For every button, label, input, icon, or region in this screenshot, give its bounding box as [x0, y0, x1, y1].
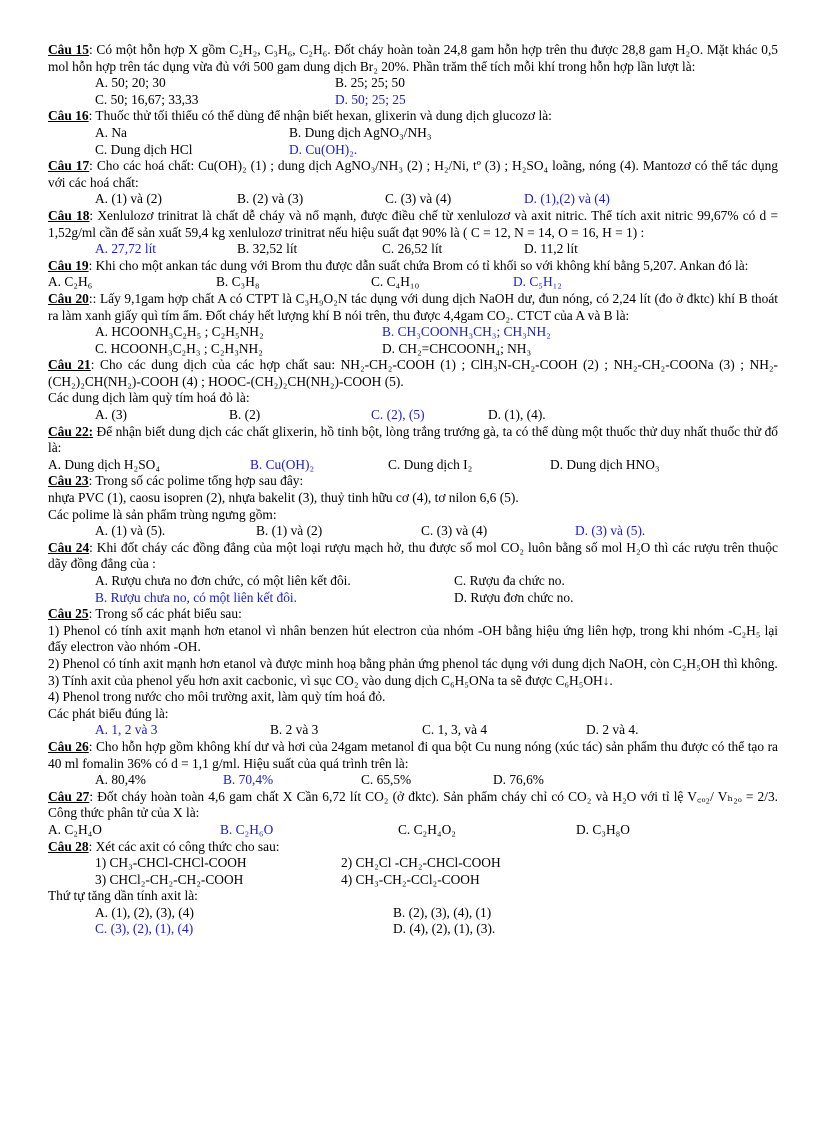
question-23 [48, 473, 778, 490]
q20-option-b: B. CH₃COONH₃CH₃; CH₃NH₂ [382, 324, 551, 340]
q17-option-d: D. (1),(2) và (4) [524, 191, 610, 207]
q17-option-a: A. (1) và (2) [95, 191, 162, 207]
question-21-number: Câu 21 [48, 357, 91, 373]
q22-option-b: B. Cu(OH)₂ [250, 456, 315, 472]
q28-formula-3: 3) CHCl₂-CH₂-CH₂-COOH [95, 871, 244, 887]
q28-option-b: B. (2), (3), (4), (1) [393, 904, 492, 920]
q28-formula-1: 1) CH₃-CHCl-CHCl-COOH [95, 855, 247, 871]
q25-statement-2: 2) Phenol có tính axit mạnh hơn etanol và được minh hoạ bằng phản ứng phenol tác dụng với dung dịch NaOH, còn C₂H₅OH thì không. [48, 655, 778, 671]
q21-option-d: D. (1), (4). [488, 407, 546, 423]
question-21-ask: Các dung dịch làm quỳ tím hoá đỏ là: [48, 390, 250, 406]
question-19-number: Câu 19 [48, 257, 89, 273]
q24-options-row-2 [48, 590, 778, 607]
q26-option-d: D. 76,6% [493, 772, 544, 788]
q22-option-c: C. Dung dịch I₂ [388, 456, 473, 472]
q25-option-c: C. 1, 3, và 4 [422, 722, 488, 738]
q19-options [48, 274, 778, 291]
question-26-text: : Cho hỗn hợp gồm không khí dư và hơi của 24gam metanol đi qua bột Cu nung nóng (xúc tác) sản phẩm thu được có thể tạo ra 40 ml fomalin 36% có d = 1,1 g/ml. Hiệu suất của quá trình trên là: [48, 738, 778, 771]
q16-option-c: C. Dung dịch HCl [95, 141, 193, 157]
q17-option-c: C. (3) và (4) [385, 191, 452, 207]
q24-option-a: A. Rượu chưa no đơn chức, có một liên kết đôi. [95, 573, 351, 588]
q27-option-b: B. C₂H₆O [220, 821, 274, 837]
q28-options-row-2 [48, 921, 778, 938]
question-23-ask: Các polime là sản phẩm trùng ngưng gồm: [48, 506, 277, 522]
q25-statement-3: 3) Tính axit của phenol yếu hơn axit cacbonic, vì sục CO₂ vào dung dịch C₆H₅ONa ta sẽ được C₆H₅OH↓. [48, 672, 613, 688]
q16-option-d: D. Cu(OH)₂. [289, 141, 358, 157]
question-15-number: Câu 15 [48, 42, 89, 57]
q24-options-row-1 [48, 573, 778, 590]
q19-option-b: B. C₃H₈ [216, 274, 260, 290]
question-28-ask: Thứ tự tăng dần tính axit là: [48, 888, 198, 904]
q25-option-d: D. 2 và 4. [586, 722, 639, 738]
question-25-text: : Trong số các phát biểu sau: [88, 606, 242, 622]
question-25-number: Câu 25 [48, 606, 89, 622]
question-25 [48, 606, 778, 623]
q26-option-c: C. 65,5% [361, 772, 412, 788]
question-19 [48, 258, 778, 275]
question-21 [48, 357, 778, 390]
q16-options-row-2 [48, 142, 778, 159]
q25-option-b: B. 2 và 3 [270, 722, 319, 738]
question-18-number: Câu 18 [48, 207, 90, 223]
q17-option-b: B. (2) và (3) [237, 191, 304, 207]
question-20 [48, 291, 778, 324]
q26-options [48, 772, 778, 789]
q21-option-a: A. (3) [95, 407, 127, 423]
q18-option-d: D. 11,2 lít [524, 241, 578, 257]
q27-option-c: C. C₂H₄O₂ [398, 821, 456, 837]
q16-option-a: A. Na [95, 124, 127, 140]
q20-option-c: C. HCOONH₃C₂H₃ ; C₂H₃NH₂ [95, 340, 263, 356]
q24-option-b: B. Rượu chưa no, có một liên kết đôi. [95, 589, 297, 605]
q18-options [48, 241, 778, 258]
question-16-text: : Thuốc thử tối thiểu có thể dùng để nhận biết hexan, glixerin và dung dịch glucozơ là: [88, 108, 552, 124]
q19-option-d: D. C₅H₁₂ [513, 274, 562, 290]
question-15-text: : Có một hỗn hợp X gồm C₂H₂, C₃H₆, C₂H₆. Đốt cháy hoàn toàn 24,8 gam hỗn hợp trên thu được 28,8 gam H₂O. Mặt khác 0,5 mol hỗn hợp trên tác dụng vừa đủ với 500 gam dung dịch Br₂ 20%. Phần trăm thể tích mỗi khí trong hỗn hợp lần lượt là: [48, 42, 778, 74]
q25-option-a: A. 1, 2 và 3 [95, 722, 158, 738]
q25-options [48, 722, 778, 739]
q28-formulas-row-2 [48, 872, 778, 889]
q23-option-c: C. (3) và (4) [421, 523, 488, 539]
q21-options [48, 407, 778, 424]
q25-statement-4: 4) Phenol trong nước cho môi trường axit, làm quỳ tím hoá đỏ. [48, 689, 386, 705]
q26-option-b: B. 70,4% [223, 772, 274, 788]
q28-formulas-row-1 [48, 855, 778, 872]
question-18-text: : Xenlulozơ trinitrat là chất dễ cháy và nổ mạnh, được điều chế từ xenlulozơ và axit nitric. Thể tích axit nitric 99,67% có d = 1,52g/ml cần để sản xuất 59,4 kg xenlulozơ trinitrat nếu hiệu suất đạt 90% là ( C = 12, N = 14, O = 16, H = 1) : [48, 207, 778, 240]
question-24 [48, 540, 778, 573]
question-19-text: : Khi cho một ankan tác dung với Brom thu được dẫn suất chứa Brom có tỉ khối so với không khí bằng 5,207. Ankan đó là: [88, 257, 749, 273]
question-23-list: nhựa PVC (1), caosu isopren (2), nhựa bakelit (3), thuỷ tinh hữu cơ (4), tơ nilon 6,6 (5). [48, 490, 519, 506]
question-27 [48, 789, 778, 822]
question-21-text: : Cho các dung dịch của các hợp chất sau: NH₂-CH₂-COOH (1) ; ClH₃N-CH₂-COOH (2) ; NH₂-CH₂-COONa (3) ; NH₂-(CH₂)₂CH(NH₂)-COOH (4) ; HOOC-(CH₂)₂CH(NH₂)-COOH (5). [48, 357, 778, 389]
q26-option-a: A. 80,4% [95, 772, 146, 788]
q22-options [48, 457, 778, 474]
question-15 [48, 42, 778, 75]
q18-option-a: A. 27,72 lít [95, 241, 157, 257]
q15-options-row-1 [48, 75, 778, 92]
q19-option-c: C. C₄H₁₀ [371, 274, 420, 290]
q20-options-row-1 [48, 324, 778, 341]
question-27-text: : Đốt cháy hoàn toàn 4,6 gam chất X Cần 6,72 lít CO₂ (ở đktc). Sản phẩm cháy chỉ có CO₂ và H₂O với tỉ lệ V꜀ₒ₂/ Vₕ₂ₒ = 2/3. Công thức phân tử của X là: [48, 788, 779, 821]
question-28-number: Câu 28 [48, 838, 89, 854]
q27-option-d: D. C₃H₈O [576, 821, 630, 837]
q27-options [48, 822, 778, 839]
q17-options [48, 191, 778, 208]
q22-option-d: D. Dung dịch HNO₃ [550, 456, 660, 472]
question-18 [48, 208, 778, 241]
q23-option-a: A. (1) và (5). [95, 523, 166, 539]
q23-option-b: B. (1) và (2) [256, 523, 323, 539]
q28-options-row-1 [48, 905, 778, 922]
question-17-number: Câu 17 [48, 158, 90, 174]
q15-option-b: B. 25; 25; 50 [335, 75, 405, 91]
question-17 [48, 158, 778, 191]
question-27-number: Câu 27 [48, 788, 90, 804]
q21-option-c: C. (2), (5) [371, 407, 425, 423]
q22-option-a: A. Dung dịch H₂SO₄ [48, 456, 160, 472]
question-24-text: : Khi đốt cháy các đồng đẳng của một loại rượu mạch hở, thu được số mol CO₂ luôn bằng số mol H₂O thì các rượu trên thuộc dãy đồng đẳng của : [48, 539, 778, 572]
question-25-ask: Các phát biểu đúng là: [48, 705, 169, 721]
question-26-number: Câu 26 [48, 738, 89, 754]
question-17-text: : Cho các hoá chất: Cu(OH)₂ (1) ; dung dịch AgNO₃/NH₃ (2) ; H₂/Ni, tº (3) ; H₂SO₄ loãng, nóng (4). Mantozơ có thể tác dụng với các hoá chất: [48, 158, 778, 190]
q23-options [48, 523, 778, 540]
q18-option-c: C. 26,52 lít [382, 241, 443, 257]
q15-option-c: C. 50; 16,67; 33,33 [95, 91, 199, 107]
q16-options-row-1 [48, 125, 778, 142]
q23-option-d: D. (3) và (5). [575, 523, 646, 539]
q21-option-b: B. (2) [229, 407, 261, 423]
q15-option-a: A. 50; 20; 30 [95, 75, 166, 91]
q27-option-a: A. C₂H₄O [48, 821, 102, 837]
q28-option-d: D. (4), (2), (1), (3). [393, 921, 496, 937]
question-23-number: Câu 23 [48, 473, 89, 489]
q25-statement-1: 1) Phenol có tính axit mạnh hơn etanol vì nhân benzen hút electron của nhóm -OH bằng hiệu ứng liên hợp, trong khi nhóm -C₂H₅ lại đẩy electron vào nhóm -OH. [48, 622, 778, 655]
q20-option-d: D. CH₂=CHCOONH₄; NH₃ [382, 340, 532, 356]
q15-option-d: D. 50; 25; 25 [335, 91, 406, 107]
q28-option-c: C. (3), (2), (1), (4) [95, 921, 194, 937]
question-22 [48, 424, 778, 457]
question-26 [48, 739, 778, 772]
q15-options-row-2 [48, 92, 778, 109]
question-16-number: Câu 16 [48, 108, 89, 124]
question-24-number: Câu 24 [48, 539, 90, 555]
question-23-text: : Trong số các polime tổng hợp sau đây: [88, 473, 304, 489]
q19-option-a: A. C₂H₆ [48, 274, 93, 290]
q20-option-a: A. HCOONH₃C₂H₅ ; C₂H₅NH₂ [95, 324, 264, 340]
question-28-text: : Xét các axit có công thức cho sau: [88, 838, 280, 854]
q18-option-b: B. 32,52 lít [237, 241, 298, 257]
q16-option-b: B. Dung dịch AgNO₃/NH₃ [289, 124, 432, 140]
question-20-text: :: Lấy 9,1gam hợp chất A có CTPT là C₃H₉O₂N tác dụng với dung dịch NaOH dư, đun nóng, có 2,24 lít (đo ở đktc) khí B thoát ra làm xanh giấy quì tím ẩm. Đốt cháy hết lượng khí B nói trên, thu được 4,4gam CO₂. CTCT của A và B là: [48, 290, 778, 323]
question-22-number: Câu 22: [48, 423, 94, 439]
q24-option-d: D. Rượu đơn chức no. [454, 589, 574, 605]
question-22-text: Để nhận biết dung dịch các chất glixerin, hồ tinh bột, lòng trắng trướng gà, ta có thể dùng một thuốc thử duy nhất thuốc thử đố là: [48, 423, 779, 456]
q24-option-c: C. Rượu đa chức no. [454, 573, 565, 588]
q28-formula-2: 2) CH₂Cl -CH₂-CHCl-COOH [341, 855, 501, 871]
question-20-number: Câu 20 [48, 290, 89, 306]
q28-formula-4: 4) CH₃-CH₂-CCl₂-COOH [341, 871, 480, 887]
question-16 [48, 108, 778, 125]
q20-options-row-2 [48, 341, 778, 358]
q28-option-a: A. (1), (2), (3), (4) [95, 904, 194, 920]
question-28 [48, 839, 778, 856]
